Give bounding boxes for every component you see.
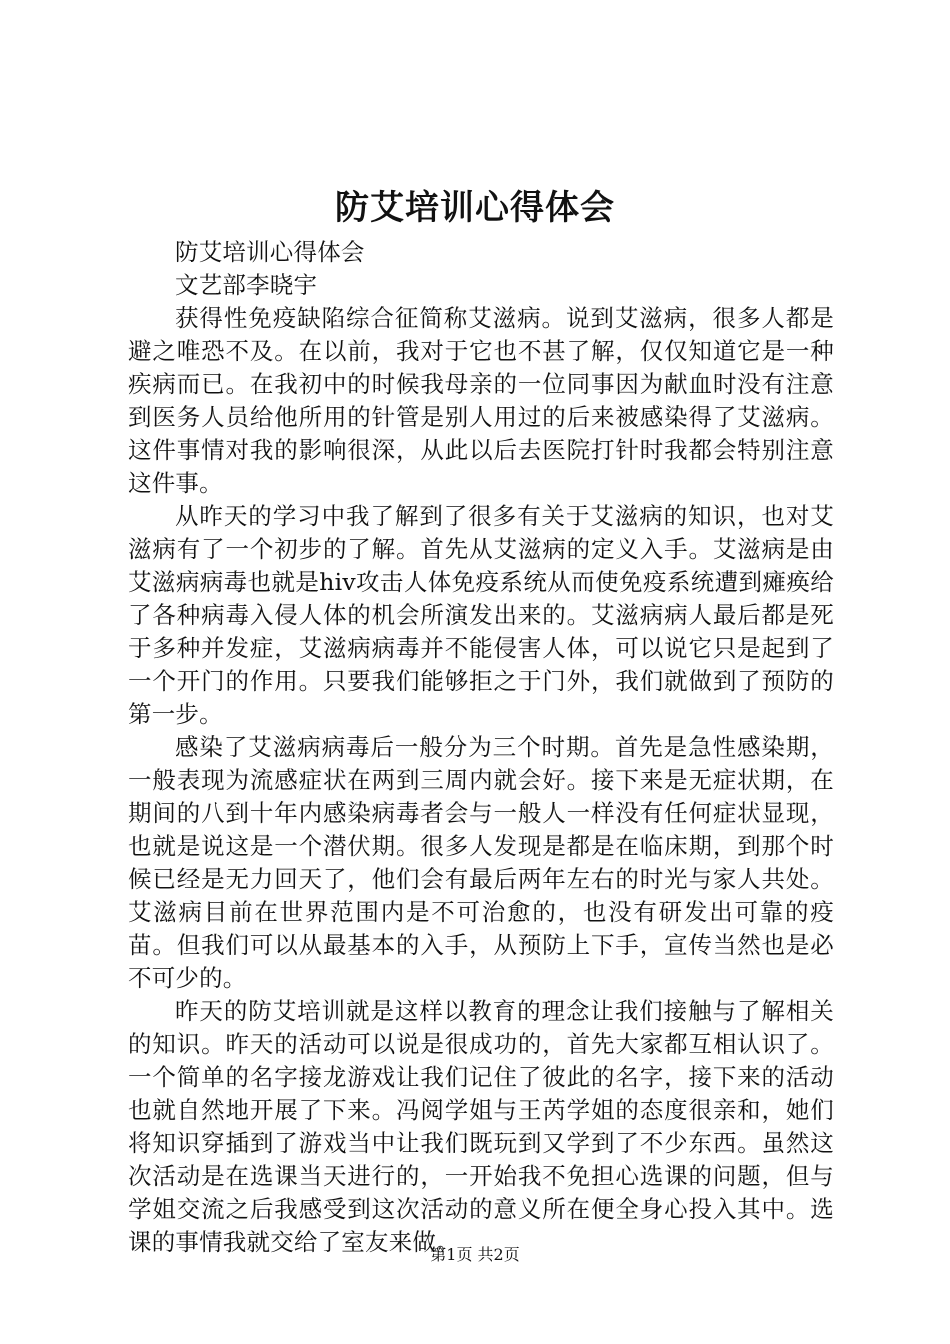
paragraph: 从昨天的学习中我了解到了很多有关于艾滋病的知识，也对艾滋病有了一个初步的了解。首先从艾滋病的定义入手。艾滋病是由艾滋病病毒也就是hiv攻击人体免疫系统从而使免疫系统遭到瘫痪给了各种病毒入侵人体的机会所演发出来的。艾滋病病人最后都是死于多种并发症，艾滋病病毒并不能侵害人体，可以说它只是起到了一个开门的作用。只要我们能够拒之于门外，我们就做到了预防的第一步。 <box>128 502 834 728</box>
page-footer: 第1页 共2页 <box>430 1245 520 1264</box>
paragraph: 昨天的防艾培训就是这样以教育的理念让我们接触与了解相关的知识。昨天的活动可以说是很成功的，首先大家都互相认识了。一个简单的名字接龙游戏让我们记住了彼此的名字，接下来的活动也就自然地开展了下来。冯阅学姐与王芮学姐的态度很亲和，她们将知识穿插到了游戏当中让我们既玩到又学到了不少东西。虽然这次活动是在选课当天进行的，一开始我不免担心选课的问题，但与学姐交流之后我感受到这次活动的意义所在便全身心投入其中。选课的事情我就交给了室友来做。 <box>128 997 834 1256</box>
subtitle-line: 防艾培训心得体会 <box>175 238 365 266</box>
document-body <box>128 236 834 1259</box>
paragraph: 获得性免疫缺陷综合征简称艾滋病。说到艾滋病，很多人都是避之唯恐不及。在以前，我对于它也不甚了解，仅仅知道它是一种疾病而已。在我初中的时候我母亲的一位同事因为献血时没有注意到医务人员给他所用的针管是别人用过的后来被感染得了艾滋病。这件事情对我的影响很深，从此以后去医院打针时我都会特别注意这件事。 <box>128 304 834 497</box>
author-line: 文艺部李晓宇 <box>175 271 318 299</box>
document-title: 防艾培训心得体会 <box>335 188 615 228</box>
paragraph: 感染了艾滋病病毒后一般分为三个时期。首先是急性感染期，一般表现为流感症状在两到三周内就会好。接下来是无症状期，在期间的八到十年内感染病毒者会与一般人一样没有任何症状显现，也就是说这是一个潜伏期。很多人发现是都是在临床期，到那个时候已经是无力回天了，他们会有最后两年左右的时光与家人共处。艾滋病目前在世界范围内是不可治愈的，也没有研发出可靠的疫苗。但我们可以从最基本的入手，从预防上下手，宣传当然也是必不可少的。 <box>128 733 834 992</box>
